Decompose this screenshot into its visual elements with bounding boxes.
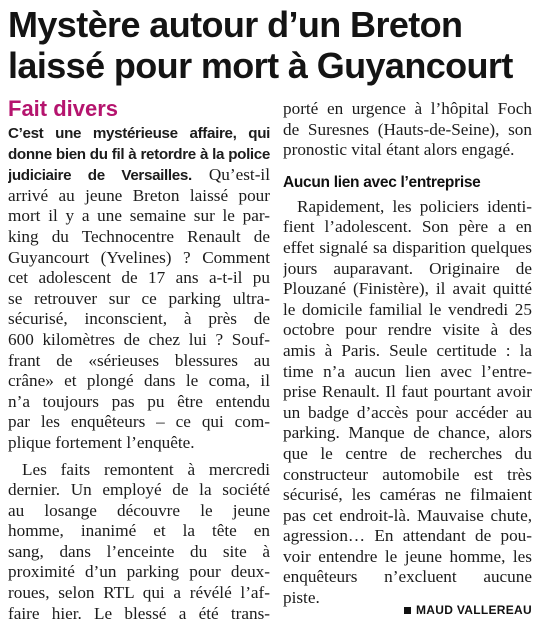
body-line: mort il y a une semaine sur le par- — [8, 206, 270, 226]
body-line: de Suresnes (Hauts-de-Seine), son — [283, 119, 532, 139]
body-line: prise Renault. Il faut pourtant avoir — [283, 382, 532, 402]
body-line: constructeur automobile est très — [283, 464, 532, 484]
body-line: crâne» et plongé dans le coma, il — [8, 371, 270, 391]
body-line: dernier. Un employé de la société — [8, 480, 270, 500]
body-line: Les faits remontent à mercredi — [22, 459, 270, 479]
author-signature — [404, 603, 532, 617]
body-line: un badge d’accès pour accéder au — [283, 402, 532, 422]
body-line: voir entendre le jeune homme, les — [283, 546, 532, 566]
chapo-line: C’est une mystérieuse affaire, qui — [8, 125, 270, 142]
body-line: n’a toujours pas pu être entendu — [8, 391, 270, 411]
body-line: faire hier. Le blessé a été trans- — [8, 603, 270, 623]
right-column — [283, 99, 532, 609]
body-line: king du Technocentre Renault de — [8, 226, 270, 246]
chapo-rest: Qu’est-il — [191, 165, 270, 185]
chapo-bold-end: judiciaire de Versailles. — [8, 167, 192, 185]
body-line: Plouzané (Finistère), il avait quitté — [283, 279, 532, 299]
rubric: Fait divers — [8, 96, 119, 121]
body-line: sécurisé, inconscient, à près de — [8, 309, 270, 329]
body-line: sang, dans l’enceinte du site à — [8, 541, 270, 561]
body-line: proximité d’un parking pour deux- — [8, 562, 270, 582]
headline-line-2: laissé pour mort à Guyancourt — [8, 45, 513, 86]
body-paragraph-2 — [8, 460, 270, 625]
body-line: Rapidement, les policiers identi- — [297, 196, 532, 216]
body-line: le domicile familial le vendredi 25 — [283, 299, 532, 319]
subheading: Aucun lien avec l’entreprise — [283, 173, 481, 191]
body-line: pronostic vital étant alors engagé. — [283, 140, 515, 160]
body-paragraph-3 — [283, 99, 532, 161]
body-line: au losange découvre le jeune — [8, 500, 270, 520]
body-line: se retrouver sur ce parking ultra- — [8, 288, 270, 308]
body-line: par les enquêteurs – ce qui com- — [8, 412, 270, 432]
body-line: frant de «sérieuses blessures au — [8, 350, 270, 370]
body-line: roues, selon RTL qui a révélé l’af- — [8, 583, 270, 603]
body-paragraph-1 — [8, 186, 270, 454]
body-line: arrivé au jeune Breton laissé pour — [8, 185, 270, 205]
body-line: plique fortement l’enquête. — [8, 432, 195, 452]
body-line: Guyancourt (Yvelines) ? Comment — [8, 247, 270, 267]
body-line: agression… En attendant de pou- — [283, 526, 532, 546]
body-line: time n’a aucun lien avec l’entre- — [283, 361, 532, 381]
body-line: fient l’adolescent. Son père a en — [283, 217, 532, 237]
chapo-line: donne bien du fil à retordre à la police — [8, 145, 270, 163]
body-line: 600 kilomètres de chez lui ? Souf- — [8, 329, 270, 349]
chapo-line-mixed — [8, 165, 270, 186]
body-paragraph-4 — [283, 197, 532, 609]
body-line: enquêteurs n’excluent aucune — [283, 567, 532, 587]
body-line: jours auparavant. Originaire de — [283, 258, 532, 278]
chapo — [8, 124, 270, 186]
body-line: sécurisé, les caméras ne filmaient — [283, 485, 532, 505]
square-bullet-icon — [404, 607, 411, 614]
body-line: cet adolescent de 17 ans a-t-il pu — [8, 268, 270, 288]
headline — [8, 4, 534, 86]
body-line: porté en urgence à l’hôpital Foch — [283, 99, 532, 118]
left-column — [8, 96, 270, 624]
headline-line-1: Mystère autour d’un Breton — [8, 4, 463, 45]
body-line: parking. Manque de chance, alors — [283, 423, 532, 443]
author-name: MAUD VALLEREAU — [416, 603, 532, 617]
body-line: octobre pour rendre visite à des — [283, 320, 532, 340]
body-line: homme, inanimé et la tête en — [8, 521, 270, 541]
body-line: effet signalé sa disparition quelques — [283, 237, 532, 257]
body-line: que le centre de recherches du — [283, 443, 532, 463]
body-line: amis à Paris. Seule certitude : la — [283, 340, 532, 360]
body-line: piste. — [283, 588, 320, 608]
body-line: pas cet endroit-là. Mauvaise chute, — [283, 505, 532, 525]
